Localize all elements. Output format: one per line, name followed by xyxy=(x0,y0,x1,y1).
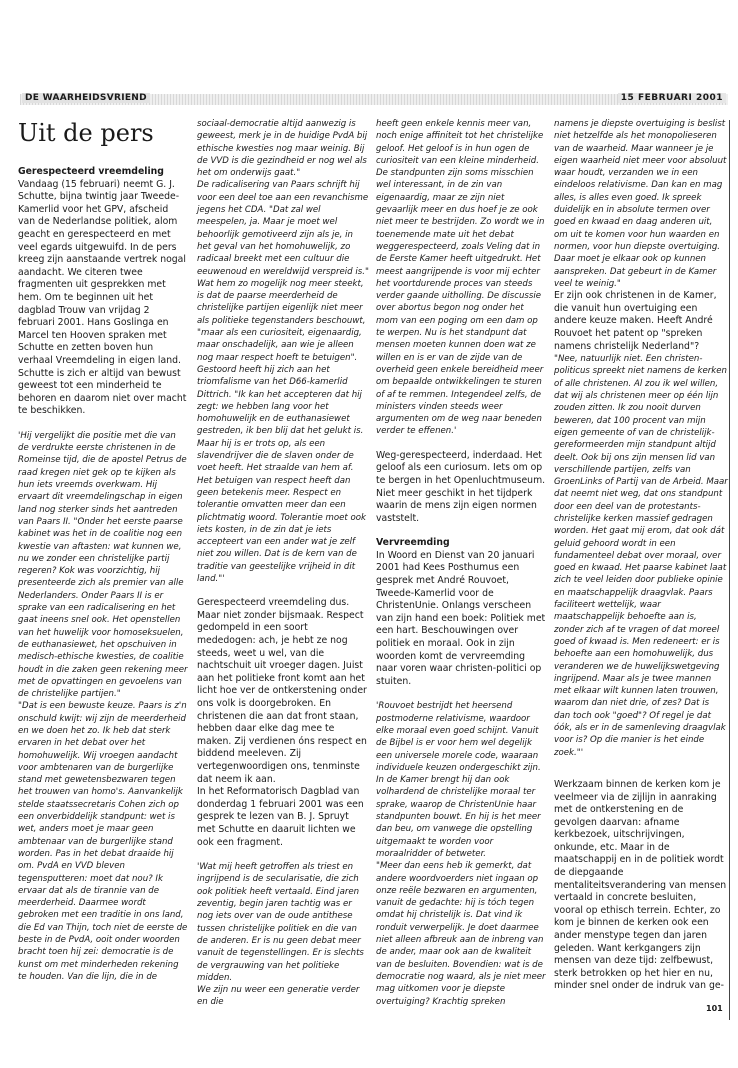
body-text: Weg-gerespecteerd, inderdaad. Het geloof als een curiosum. Iets om op te bergen in het Openluchtmuseum. Niet meer geschikt in het tijdperk waarin de mens zijn eigen normen vaststelt. xyxy=(376,449,546,524)
column-1 xyxy=(18,118,188,983)
page-edge-rule xyxy=(729,120,730,1020)
quote: namens je diepste overtuiging is beslist niet hetzelfde als het monopolieseren van de waarheid. Maar wanneer je je eigen waarheid niet meer voor absoluut waar houdt, verzanden we in een eindeloos relativisme. Dan kan en mag alles, is alles even goed. Ik spreek duidelijk en in absolute termen over goed en kwaad en daag anderen uit, om uit te komen voor hun waarden en normen, voor hun diepste overtuiging. Daar moet je elkaar ook op kunnen aanspreken. Dat gebeurt in de Kamer veel te weinig." xyxy=(554,119,727,289)
quote: "Meer dan eens heb ik gemerkt, dat andere woordvoerders niet ingaan op onze reële bezwaren en argumenten, vanuit de gedachte: hij is tóch tegen omdat hij christelijk is. Dat vind ik ronduit verwerpelijk. Je doet daarmee niet alleen afbreuk aan de inbreng van de ander, maar ook aan de kwaliteit van de besluiten. Bovendien: wat is de democratie nog waard, als je niet meer mag uitkomen voor je diepste overtuiging? Krachtig spreken xyxy=(376,861,546,1007)
column-3 xyxy=(376,118,546,1008)
body-text: Werkzaam binnen de kerken kom je veelmeer via de zijlijn in aanraking met de ontkerstening en de gevolgen daarvan: afname kerkbezoek, uitschrijvingen, onkunde, etc. Maar in de maatschappij en in de politiek wordt de diepgaande mentaliteitsverandering van mensen vertaald in concrete besluiten, vooral op ethisch terrein. Echter, zo kom je binnen de kerken ook een ander menstype tegen dan jaren geleden. Want kerkgangers zijn mensen van deze tijd: zelfbewust, sterk betrokken op het hier en nu, minder snel onder de indruk van ge- xyxy=(554,778,727,992)
quote: Gestoord heeft hij zich aan het triomfalisme van het D66-kamerlid Dittrich. "Ik kan het accepteren dat hij zegt: we hebben lang voor het homohuwelijk en de euthanasiewet gestreden, ik ben blij dat het gelukt is. Maar hij is er trots op, als een slavendrijver die de slaven onder de voet heeft. Het straalde van hem af. Het betuigen van respect heeft dan geen betekenis meer. Respect en tolerantie omvatten meer dan een plichtmatig woord. Tolerantie moet ook iets kosten, in de zin dat je iets accepteert van een ander wat je zelf niet zou willen. Dat is de kern van de traditie van geestelijke vrijheid in dit land."' xyxy=(197,364,366,584)
column-2 xyxy=(197,118,369,1009)
page-number: 101 xyxy=(706,1004,723,1013)
body-text: Gerespecteerd vreemdeling dus. Maar niet zonder bijsmaak. Respect gedompeld in een soort mededogen: ach, je hebt ze nog steeds, weet u wel, van die nachtschuit uit vroeger dagen. Juist aan het politieke front komt aan het licht hoe ver de ontkerstening onder ons volk is doorgebroken. En christenen die aan dat front staan, hebben daar elke dag mee te maken. Zij verdienen óns respect en biddend meeleven. Zij vertegenwoordigen ons, tenminste dat neem ik aan. xyxy=(197,597,367,785)
body-text: In het Reformatorisch Dagblad van donderdag 1 februari 2001 was een gesprek te lezen van B. J. Spruyt met Schutte en daaruit lichten we ook een fragment. xyxy=(197,786,364,848)
issue-date: 15 FEBRUARI 2001 xyxy=(618,93,726,103)
section-heading: Gerespecteerd vreemdeling xyxy=(18,166,164,177)
column-4 xyxy=(554,118,728,993)
quote: 'Wat mij heeft getroffen als triest en ingrijpend is de secularisatie, die zich ook politiek heeft vertaald. Eind jaren zeventig, begin jaren tachtig was er nog iets over van de oude antithese tussen christelijke politiek en die van de anderen. Er is nu geen debat meer vanuit de tegenstellingen. Er is slechts de vergrauwing van het politieke midden. xyxy=(197,862,364,983)
quote: 'Hij vergelijkt die positie met die van de verdrukte eerste christenen in de Romeinse tijd, die de apostel Petrus de raad kregen niet gek op te kijken als hun iets vreemds overkwam. Hij ervaart dit vreemdelingschap in eigen land nog sterker sinds het aantreden van Paars II. "Onder het eerste paarse kabinet was het in de coalitie nog een kwestie van aftasten: wat kunnen we, nu we zonder een christelijke partij regeren? Kok was voorzichtig, hij presenteerde zich als premier van alle Nederlanders. Onder Paars II is er sprake van een radicalisering en het gaat ineens snel ook. Het openstellen van het huwelijk voor homoseksuelen, de euthanasiewet, het opschuiven in medisch-ethische kwesties, de coalitie houdt in die zaken geen rekening meer met de opvattingen en gevoelens van de christelijke partijen." xyxy=(18,430,188,700)
quote: "Dat is een bewuste keuze. Paars is z'n onschuld kwijt: wij zijn de meerderheid en we doen het zo. Ik heb dat sterk ervaren in het debat over het homohuwelijk. Wij vroegen aandacht voor ambtenaren van de burgerlijke stand met gewetensbezwaren tegen het trouwen van homo's. Aanvankelijk stelde staatssecretaris Cohen zich op een onverbiddelijk standpunt: wet is wet, anders moet je maar geen ambtenaar van de burgerlijke stand worden. Pas in het debat draaide hij om. PvdA en VVD bleven tegensputteren: moet dat nou? Ik ervaar dat als de tirannie van de meerderheid. Daarmee wordt gebroken met een traditie in ons land, die Ed van Thijn, toch niet de eerste de beste in de PvdA, ooit onder woorden bracht toen hij zei: democratie is de kunst om met minderheden rekening te houden. Van die lijn, die in de xyxy=(18,701,188,982)
quote: We zijn nu weer een generatie verder en die xyxy=(197,985,360,1008)
body-text: Er zijn ook christenen in de Kamer, die vanuit hun overtuiging een andere keuze maken. Heeft André Rouvoet het patent op "spreken namens christelijk Nederland"? xyxy=(554,290,717,352)
intro-text: Vandaag (15 februari) neemt G. J. Schutte, bijna twintig jaar Tweede-Kamerlid voor het GPV, afscheid van de Nederlandse politiek, alom geacht en gerespecteerd en met veel egards uitgewuifd. In de pers kreeg zijn aanstaande vertrek nogal aandacht. We citeren twee fragmenten uit gesprekken met hem. Om te beginnen uit het dagblad Trouw van vrijdag 2 februari 2001. Hans Goslinga en Marcel ten Hooven spraken met Schutte en zetten boven hun verhaal Vreemdeling in eigen land. Schutte is zich er altijd van bewust geweest tot een minderheid te behoren en daarom niet over macht te beschikken. xyxy=(18,178,187,417)
quote: 'Rouvoet bestrijdt het heersend postmoderne relativisme, waardoor elke moraal even goed schijnt. Vanuit de Bijbel is er voor hem wel degelijk een universele morele code, waaraan individuele keuzen ondergeschikt zijn. In de Kamer brengt hij dan ook volhardend de christelijke moraal ter sprake, waarop de ChristenUnie haar standpunten bouwt. En hij is het meer dan beu, om vanwege die opstelling uitgemaakt te worden voor moraalridder of betweter. xyxy=(376,701,541,859)
body-text: In Woord en Dienst van 20 januari 2001 had Kees Posthumus een gesprek met André Rouvoet, Tweede-Kamerlid voor de ChristenUnie. Onlangs verscheen van zijn hand een boek: Politiek met een hart. Beschouwingen over politiek en moraal. Ook in zijn woorden komt de vervreemding naar voren waar christen-politici op stuiten. xyxy=(376,549,546,687)
quote: "Nee, natuurlijk niet. Een christen-politicus spreekt niet namens de kerken of alle christenen. Al zou ik wel willen, dat wij als christenen meer op één lijn zouden zitten. Ik zou nooit durven beweren, dat 100 procent van mijn eigen gemeente of van de christelijk-gereformeerden mijn standpunt altijd deelt. Ook bij ons zijn mensen lid van verschillende partijen, zelfs van GroenLinks of Partij van de Arbeid. Maar dat neemt niet weg, dat ons standpunt door een deel van de protestants-christelijke kerken massief gedragen worden. Het gaat mij erom, dat ook dát geluid gehoord wordt in een fundamenteel debat over moraal, over goed en kwaad. Het paarse kabinet laat zich te veel leiden door publieke opinie en maatschappelijk draagvlak. Paars faciliteert wettelijk, waar maatschappelijk behoefte aan is, zonder zich af te vragen of dat moreel goed of kwaad is. Men redeneert: er is behoefte aan een homohuwelijk, dus veranderen we de huwelijkswetgeving ingrijpend. Maar als je twee mannen met elkaar wilt kunnen laten trouwen, waarom dan niet drie, of zes? Dat is dan toch ook "goed"? Of regel je dat óók, als er in de samenleving draagvlak voor is? Op die manier is het einde zoek."' xyxy=(554,354,728,758)
quote: heeft geen enkele kennis meer van, noch enige affiniteit tot het christelijke geloof. Het geloof is in hun ogen de curiositeit van een kleine minderheid. De standpunten zijn soms misschien wel interessant, in de zin van eigenaardig, maar ze zijn niet gevaarlijk meer en dus hoef je ze ook niet meer te bestrijden. Zo wordt we in toenemende mate uit het debat weggerespecteerd, zoals Veling dat in de Eerste Kamer heeft uitgedrukt. Het meest aangrijpende is voor mij echter het voortdurende proces van steeds verder gaande uitholling. De discussie over abortus begon nog onder het mom van een poging om een dam op te werpen. Nu is het standpunt dat mensen moeten kunnen doen wat ze willen en is er van de zijde van de overheid geen enkele bereidheid meer om bepaalde ontwikkelingen te sturen of af te remmen. Integendeel zelfs, de ministers vinden steeds weer argumenten om de weg naar beneden verder te effenen.' xyxy=(376,119,545,437)
magazine-name: DE WAARHEIDSVRIEND xyxy=(22,93,150,103)
quote: Wat hem zo mogelijk nog meer steekt, is dat de paarse meerderheid de christelijke partijen eigenlijk niet meer als politieke tegenstanders beschouwt, "maar als een curiositeit, eigenaardig, maar onschadelijk, aan wie je alleen nog maar respect hoeft te betuigen". xyxy=(197,278,366,363)
quote: sociaal-democratie altijd aanwezig is geweest, merk je in de huidige PvdA bij ethische kwesties nog maar weinig. Bij de VVD is die gezindheid er nog wel als het om onderwijs gaat." xyxy=(197,119,368,179)
quote: De radicalisering van Paars schrijft hij voor een deel toe aan een revanchisme jegens het CDA. "Dat zal wel meespelen, ja. Maar je moet wel behoorlijk gemotiveerd zijn als je, in het geval van het homohuwelijk, zo radicaal breekt met een cultuur die eeuwenoud en wereldwijd verspreid is." xyxy=(197,180,369,277)
page-title: Uit de pers xyxy=(18,119,154,147)
section-heading: Vervreemding xyxy=(376,537,450,549)
